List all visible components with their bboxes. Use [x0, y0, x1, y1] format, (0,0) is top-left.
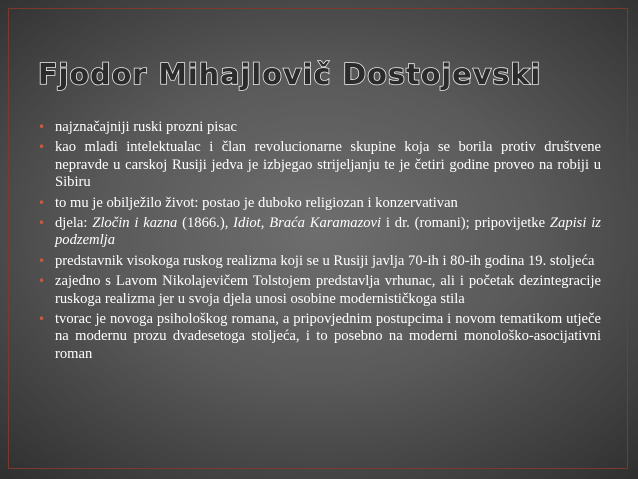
bullet-text: to mu je obilježilo život: postao je duboko religiozan i konzervativan: [55, 194, 458, 211]
bullet-text: zajedno s Lavom Nikolajevičem Tolstojem predstavlja vrhunac, ali i početak dezintegracije ruskoga realizma jer u svoja djela unosi osobine modernističkoga stila: [55, 273, 601, 307]
work-year: (1866.),: [177, 215, 234, 232]
work-title: Braća Karamazovi: [269, 215, 382, 232]
bullet-item: [38, 119, 601, 136]
bullet-item: [38, 253, 601, 270]
bullet-item: [38, 273, 601, 308]
work-title: Zapisi iz podzemlja: [55, 215, 601, 249]
bullet-item: [38, 195, 601, 212]
work-title: Zločin i kazna: [92, 215, 178, 232]
slide-title: Fjodor Mihajlovič Dostojevski: [38, 58, 542, 91]
bullet-text: predstavnik visokoga ruskog realizma koji se u Rusiji javlja 70-ih i 80-ih godina 19. stoljeća: [55, 252, 595, 269]
works-prefix: djela:: [55, 215, 93, 232]
work-title: Idiot: [233, 215, 261, 232]
bullet-item-works: [38, 215, 601, 250]
bullet-item: [38, 311, 601, 363]
bullet-item: [38, 139, 601, 191]
bullet-text: najznačajniji ruski prozni pisac: [55, 119, 237, 135]
bullet-list: [38, 119, 601, 366]
bullet-text: tvorac je novoga psihološkog romana, a pripovjednim postupcima i novom tematikom utječe na modernu prozu dvadesetoga stoljeća, i to posebno na moderni monološko-asocijativni roman: [55, 311, 601, 362]
bullet-text: kao mladi intelektualac i član revolucionarne skupine koja se borila protiv društvene nepravde u carskoj Rusiji jedva je izbjegao strijeljanju te je četiri godine proveo na robiji u Sibiru: [55, 139, 601, 191]
works-suffix: i dr. (romani); pripovijetke: [381, 215, 550, 232]
works-separator: ,: [260, 215, 270, 232]
